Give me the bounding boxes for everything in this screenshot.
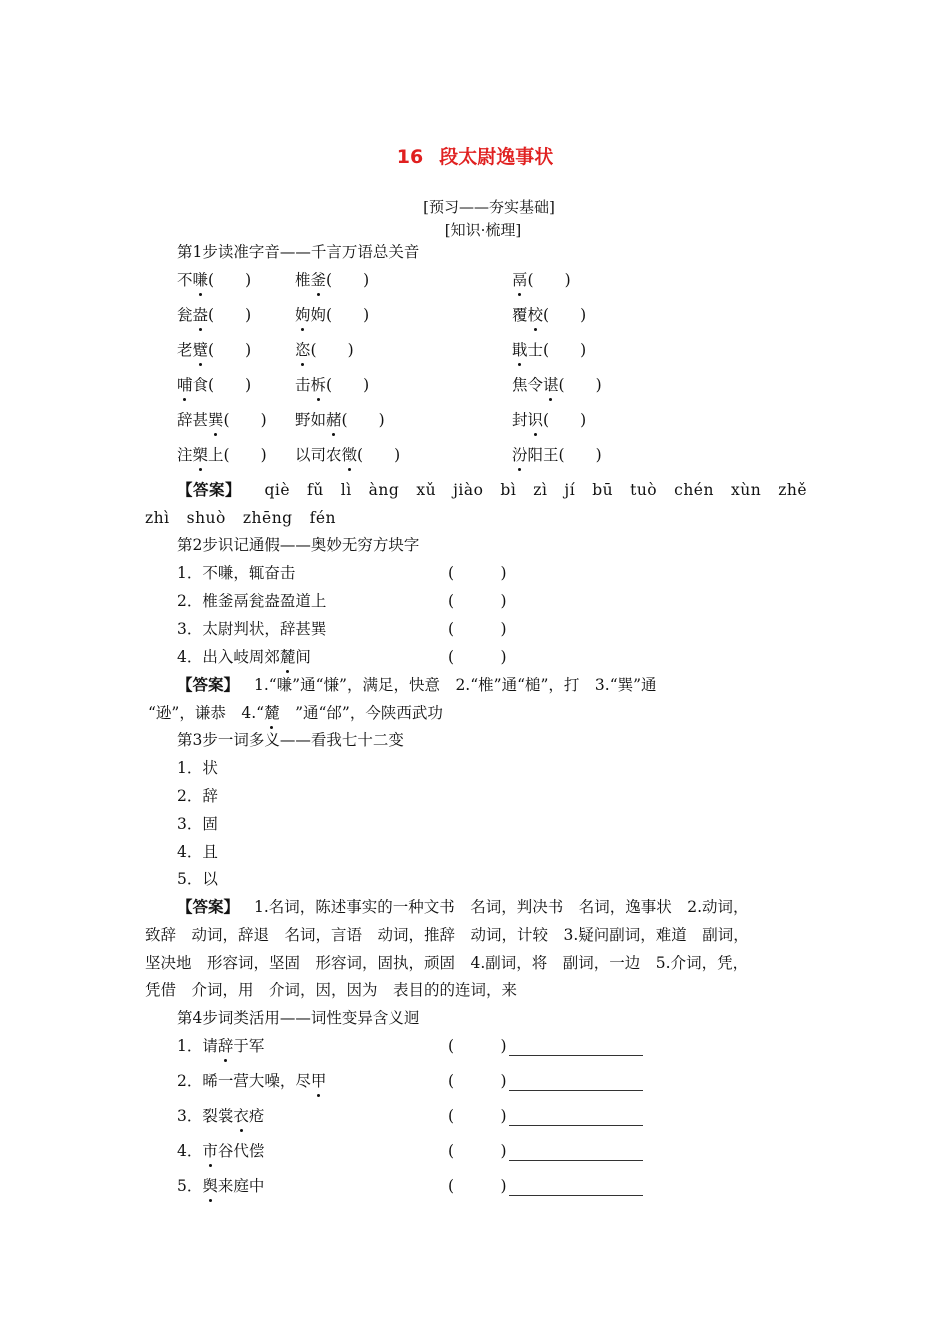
- pinyin: fǔ: [307, 481, 324, 499]
- dotted-char: 徵: [341, 446, 358, 464]
- step2-item: [177, 591, 326, 611]
- item-text: 焦令: [512, 376, 544, 394]
- item-text: 晞一营大噪，尽: [202, 1072, 311, 1090]
- pronunciation-item: [512, 270, 571, 290]
- item-text: 野如: [295, 411, 327, 429]
- dotted-char: 麓: [279, 648, 296, 666]
- dotted-char: 嗛: [192, 271, 209, 289]
- dotted-char: 市: [202, 1142, 218, 1160]
- pinyin: tuò: [630, 481, 658, 499]
- pinyin-line-1: [264, 481, 824, 499]
- dotted-char: 辞: [217, 1037, 234, 1055]
- step4-item: [177, 1036, 264, 1056]
- item-number: 1．: [177, 1037, 203, 1055]
- item-number: 2．: [177, 592, 203, 610]
- item-number: 1．: [177, 564, 203, 582]
- item-text: 来庭中: [217, 1177, 265, 1195]
- step4-item: [177, 1071, 326, 1091]
- pinyin-line-2: [145, 509, 353, 527]
- item-text: 瓮: [177, 306, 193, 324]
- item-text: ( ): [527, 271, 571, 289]
- pronunciation-item: [295, 445, 400, 465]
- item-text: ( ): [208, 271, 252, 289]
- dotted-char: 赭: [326, 411, 342, 429]
- fill-in-line[interactable]: [509, 1076, 643, 1091]
- item-number: 2．: [177, 1072, 203, 1090]
- dotted-char: 哺: [177, 376, 193, 394]
- item-number: 3．: [177, 1107, 203, 1125]
- item-text: 以司农: [295, 446, 342, 464]
- pinyin: zhēng: [242, 509, 293, 527]
- dotted-char: 柝: [310, 376, 327, 394]
- dotted-char: 校: [527, 306, 544, 324]
- answer-label: 【答案】: [177, 897, 240, 916]
- answer-text: ”通“邰”，今陕西武功: [279, 704, 443, 722]
- item-text: 间: [295, 648, 311, 666]
- item-number: 5．: [177, 1177, 203, 1195]
- dotted-char: 槊: [192, 446, 209, 464]
- dotted-char: 戢: [512, 341, 528, 359]
- lesson-number: 16: [396, 146, 424, 168]
- dotted-char: 鬲: [512, 271, 528, 289]
- step4-item: [177, 1141, 264, 1161]
- answer-label: 【答案】: [177, 480, 242, 499]
- pronunciation-item: [512, 305, 586, 325]
- pronunciation-item: [512, 340, 586, 360]
- step4-item: [177, 1106, 264, 1126]
- dotted-char: 汾: [512, 446, 528, 464]
- answer-paren: ( ): [448, 620, 507, 638]
- answer-paren: ( ): [448, 1177, 507, 1195]
- answer-text: 凭借 介词，用 介词，因，因为 表目的的连词，来: [145, 981, 518, 999]
- answer-paren: ( ): [448, 1107, 507, 1125]
- item-text: ( ): [558, 376, 602, 394]
- step2-item: [177, 647, 311, 667]
- pinyin: bū: [592, 481, 614, 499]
- item-text: 不: [177, 271, 193, 289]
- step3-heading: 第3步一词多义——看我七十二变: [177, 731, 404, 749]
- step3-answer: [177, 897, 749, 917]
- pronunciation-item: [512, 410, 586, 430]
- item-text: ( ): [543, 306, 587, 324]
- answer-paren: ( ): [448, 592, 507, 610]
- item-text: 阳王( ): [527, 446, 602, 464]
- item-text: 谷代偿: [217, 1142, 265, 1160]
- item-text: 疮: [248, 1107, 265, 1125]
- item-text: 注: [177, 446, 193, 464]
- item-text: 太尉判状，辞甚巽: [202, 620, 327, 638]
- answer-paren: ( ): [448, 648, 507, 666]
- answer-paren: ( ): [448, 564, 507, 582]
- item-text: 于军: [233, 1037, 265, 1055]
- pinyin: àng: [368, 481, 400, 499]
- dotted-char: 识: [527, 411, 544, 429]
- rare-char: 麓: [264, 704, 280, 722]
- answer-text: “逊”，谦恭 4.“: [148, 704, 265, 722]
- dotted-char: 恣: [295, 341, 311, 359]
- pinyin: bì: [500, 481, 517, 499]
- pinyin: shuò: [186, 509, 226, 527]
- step3-item: 3．固: [177, 815, 218, 833]
- answer-label: 【答案】: [177, 675, 240, 694]
- step1-answer: [177, 480, 824, 500]
- answer-blank[interactable]: [448, 1071, 643, 1091]
- item-text: 椎: [295, 271, 311, 289]
- step2-heading: 第2步识记通假——奥妙无穷方块字: [177, 536, 420, 554]
- pronunciation-item: [295, 305, 369, 325]
- step1-answer-cont: [145, 508, 353, 528]
- step2-item: [177, 563, 295, 583]
- pinyin: zì: [533, 481, 548, 499]
- item-text: [202, 648, 311, 666]
- pinyin: jiào: [453, 481, 484, 499]
- dotted-char: 姁: [295, 306, 311, 324]
- item-text: 姁( ): [310, 306, 370, 324]
- item-text: ( ): [310, 341, 354, 359]
- item-text: 请: [202, 1037, 218, 1055]
- pinyin: zhě: [778, 481, 808, 499]
- item-number: 3．: [177, 620, 203, 638]
- item-text: ( ): [208, 306, 252, 324]
- dotted-char: 衣: [233, 1107, 249, 1125]
- fill-in-line[interactable]: [509, 1041, 643, 1056]
- pronunciation-item: [177, 305, 251, 325]
- pinyin: xùn: [730, 481, 762, 499]
- step3-item: 4．且: [177, 843, 218, 861]
- pinyin: xǔ: [416, 481, 437, 499]
- item-text: 出入岐周郊: [202, 648, 280, 666]
- item-text: ( ): [357, 446, 401, 464]
- answer-paren: ( ): [448, 1037, 507, 1055]
- pinyin: qiè: [264, 481, 291, 499]
- item-text: ( ): [223, 411, 267, 429]
- fill-in-line[interactable]: [509, 1181, 643, 1196]
- subhead-preview: [预习——夯实基础]: [423, 198, 555, 216]
- answer-blank[interactable]: [448, 1106, 643, 1126]
- pronunciation-item: [295, 270, 369, 290]
- item-number: 4．: [177, 648, 203, 666]
- item-text: 不嗛，辄奋击: [202, 564, 296, 582]
- pronunciation-item: [177, 410, 267, 430]
- subhead-knowledge: [知识·梳理]: [444, 221, 522, 239]
- pronunciation-item: [295, 410, 385, 430]
- item-text: 士( ): [527, 341, 587, 359]
- pinyin: lì: [340, 481, 352, 499]
- step1-heading: 第1步读准字音——千言万语总关音: [177, 243, 420, 261]
- step4-item: [177, 1176, 264, 1196]
- pronunciation-item: [295, 375, 369, 395]
- answer-text: 1.名词，陈述事实的一种文书 名词，判决书 名词，逸事状 2.动词，: [253, 898, 749, 916]
- pronunciation-item: [177, 445, 267, 465]
- pronunciation-item: [177, 340, 251, 360]
- item-text: 封: [512, 411, 528, 429]
- answer-blank[interactable]: [448, 1176, 643, 1196]
- fill-in-line[interactable]: [509, 1146, 643, 1161]
- step4-heading: 第4步词类活用——词性变异含义迥: [177, 1009, 420, 1027]
- fill-in-line[interactable]: [509, 1111, 643, 1126]
- answer-text: 1.“嗛”通“慊”，满足，快意 2.“椎”通“槌”，打 3.“巽”通: [253, 676, 657, 694]
- page-title: [0, 142, 950, 169]
- item-text: 食( ): [192, 376, 252, 394]
- pinyin: chén: [674, 481, 714, 499]
- item-number: 4．: [177, 1142, 203, 1160]
- pronunciation-item: [512, 375, 602, 395]
- step3-item: 2．辞: [177, 787, 218, 805]
- pinyin: jí: [564, 481, 576, 499]
- pinyin: zhì: [145, 509, 170, 527]
- pronunciation-item: [512, 445, 602, 465]
- answer-text: 致辞 动词，辞退 名词，言语 动词，推辞 动词，计较 3.疑问副词，难道 副词，: [145, 926, 749, 944]
- item-text: 裂裳: [202, 1107, 234, 1125]
- item-text: 击: [295, 376, 311, 394]
- item-text: 覆: [512, 306, 528, 324]
- dotted-char: 巽: [208, 411, 224, 429]
- pronunciation-item: [295, 340, 354, 360]
- answer-blank[interactable]: [448, 1036, 643, 1056]
- dotted-char: 谌: [543, 376, 559, 394]
- pronunciation-item: [177, 270, 251, 290]
- lesson-title: 段太尉逸事状: [439, 146, 554, 168]
- dotted-char: 舆: [202, 1177, 218, 1195]
- step2-answer: [177, 675, 657, 695]
- item-text: ( ): [543, 411, 587, 429]
- item-text: 老: [177, 341, 193, 359]
- item-text: ( ): [208, 341, 252, 359]
- answer-blank[interactable]: [448, 1141, 643, 1161]
- dotted-char: 盎: [192, 306, 209, 324]
- answer-paren: ( ): [448, 1072, 507, 1090]
- pinyin: fén: [309, 509, 337, 527]
- dotted-char: 釜: [310, 271, 327, 289]
- item-text: ( ): [326, 376, 370, 394]
- step3-item: 5．以: [177, 870, 218, 888]
- answer-paren: ( ): [448, 1142, 507, 1160]
- pronunciation-item: [177, 375, 251, 395]
- item-text: 椎釜鬲瓮盎盈道上: [202, 592, 327, 610]
- dotted-char: 躄: [192, 341, 209, 359]
- item-text: ( ): [326, 271, 370, 289]
- dotted-char: 甲: [310, 1072, 327, 1090]
- item-text: 上( ): [208, 446, 267, 464]
- step2-answer-cont: [148, 703, 443, 723]
- step2-item: [177, 619, 326, 639]
- answer-text: 坚决地 形容词，坚固 形容词，固执，顽固 4.副词，将 副词，一边 5.介词，凭，: [145, 954, 749, 972]
- item-text: 辞甚: [177, 411, 209, 429]
- step3-item: 1．状: [177, 759, 218, 777]
- item-text: ( ): [341, 411, 385, 429]
